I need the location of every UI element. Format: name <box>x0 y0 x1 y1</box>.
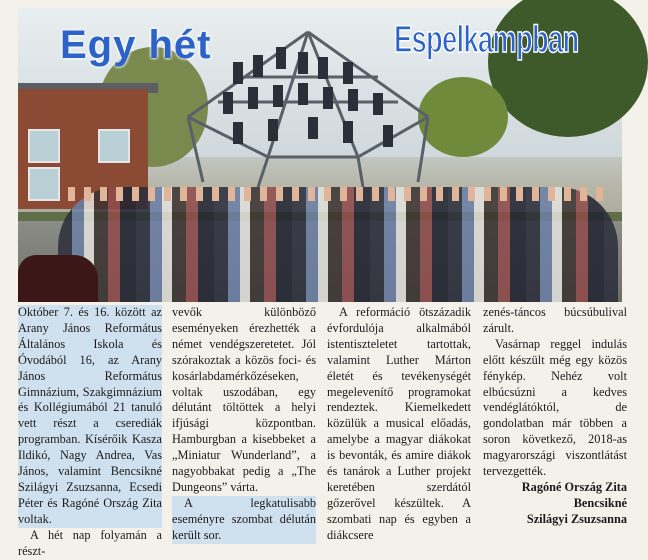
article-paragraph: A hét nap folyamán a részt- <box>18 527 162 558</box>
article-paragraph: A legkatulisabb eseményre szombat délután került sor. <box>172 495 316 542</box>
headline-left: Egy hét <box>60 23 212 67</box>
article-paragraph: A reformáció ötszázadik évfordulója alkalmából istentiszteletet tartottak, valamint Luther Márton életét és tevékenységét megelevenítő programokat rendeztek. Kiemelkedett közülük a musical előadás, amelybe a magyar diákokat is bevonták, és amire diákok és tanárok a Luther projekt keretében szerdától gőzerővel készültek. A szombati nap és egyben a diákcsere <box>327 305 471 542</box>
article-paragraph: Vasárnap reggel indulás előtt készült még egy közös fénykép. Nehéz volt elbúcsúzni a kedves vendéglátóktól, de gondolatban már többen a soron következő, 2018-as magyarországi viszontlátást tervezgették. <box>483 336 627 479</box>
article-paragraph: vevők különböző eseményeken érezhették a német vendégszeretetet. Jól szórakoztak a közös foci- és kosárlabdamérkőzéseken, voltak uszodában, egy délutánt töltöttek a helyi ifjúsági központban. Hamburgban a kisebbeket a „Miniatur Wunderland”, a nagyobbakat pedig a „The Dungeons” várta. <box>172 305 316 494</box>
article-column-4 <box>483 305 627 528</box>
article-column-1 <box>18 305 162 560</box>
article-column-3 <box>327 305 471 544</box>
article-paragraph: Október 7. és 16. között az Arany János Református Általános Iskola és Óvodából 16, az Arany János Református Gimnázium, Szakgimnázium és Kollégiumából 21 tanuló vett részt a cserediák programban. Kísérőik Kasza Ildikó, Nagy Andrea, Vas János, valamint Bencsikné Szilágyi Zsuzsanna, Ecsedi Péter és Ragóné Ország Zita voltak. <box>18 305 162 526</box>
photo-car <box>18 255 98 302</box>
article-paragraph: zenés-táncos búcsúbulival zárult. <box>483 305 627 335</box>
author-signature: Bencsikné <box>573 495 627 510</box>
article-column-2 <box>172 305 316 544</box>
author-signature: Szilágyi Zsuzsanna <box>526 511 627 526</box>
article-body <box>18 305 627 558</box>
photo-crowd <box>58 187 618 302</box>
author-signature: Ragóné Ország Zita <box>521 479 627 494</box>
group-photo <box>18 7 622 302</box>
headline-right: Espelkampban <box>394 19 579 61</box>
photo-crowd-faces <box>68 187 608 201</box>
